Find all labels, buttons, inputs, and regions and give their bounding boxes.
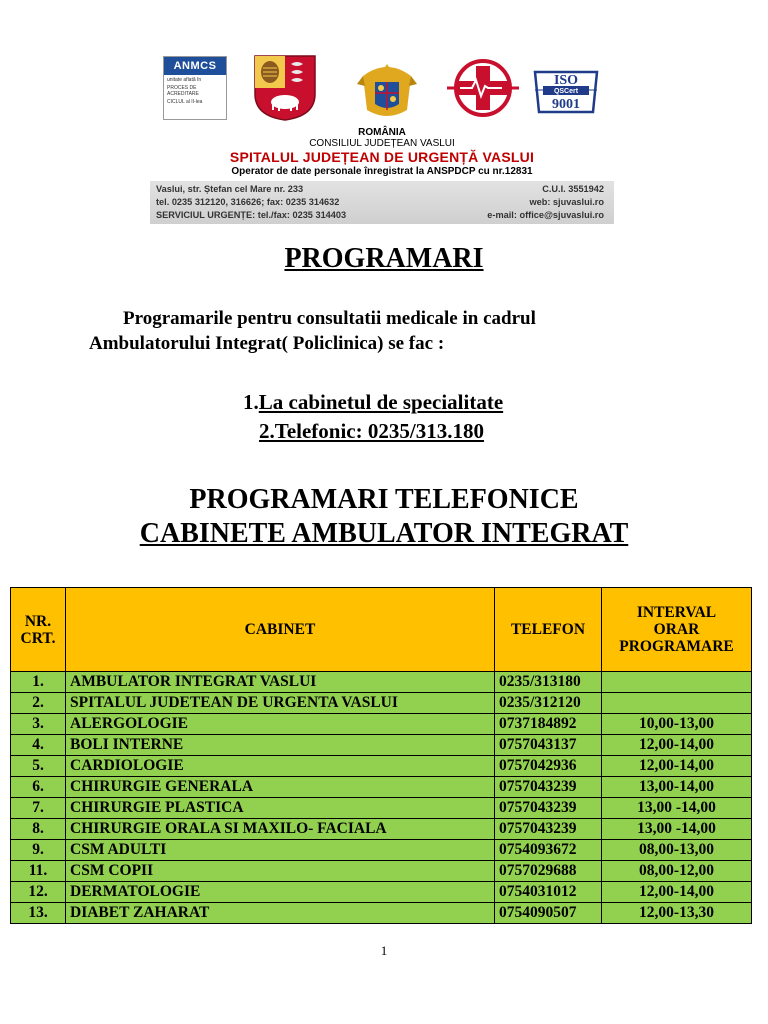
cell-nr: 6.	[11, 777, 66, 798]
intro-paragraph	[89, 306, 536, 356]
cell-nr: 11.	[11, 861, 66, 882]
cell-telefon: 0757042936	[495, 756, 602, 777]
table-row	[11, 777, 752, 798]
hospital-email: e-mail: office@sjuvaslui.ro	[487, 210, 604, 220]
cell-interval: 13,00 -14,00	[602, 798, 752, 819]
anmcs-logo-title: ANMCS	[164, 57, 226, 75]
cell-telefon: 0757043239	[495, 819, 602, 840]
method-1	[243, 388, 503, 417]
cell-cabinet: DERMATOLOGIE	[66, 882, 495, 903]
table-row	[11, 756, 752, 777]
hospital-cui: C.U.I. 3551942	[542, 184, 604, 194]
letterhead-text	[150, 127, 614, 178]
cell-interval: 12,00-13,30	[602, 903, 752, 924]
hospital-address: Vaslui, str. Ștefan cel Mare nr. 233	[156, 184, 304, 194]
cell-interval: 12,00-14,00	[602, 735, 752, 756]
emergency-service-phone: SERVICIUL URGENȚE: tel./fax: 0235 314403	[156, 210, 347, 220]
page-number: 1	[380, 943, 388, 958]
header-nr-crt	[11, 588, 66, 672]
hospital-phone: tel. 0235 312120, 316626; fax: 0235 314632	[156, 197, 340, 207]
cell-cabinet: CARDIOLOGIE	[66, 756, 495, 777]
header-cabinet: CABINET	[66, 588, 495, 672]
header-interval-line3: PROGRAMARE	[619, 638, 734, 655]
table-row	[11, 882, 752, 903]
cell-interval: 12,00-14,00	[602, 882, 752, 903]
cell-interval: 13,00 -14,00	[602, 819, 752, 840]
cell-telefon: 0754031012	[495, 882, 602, 903]
cell-cabinet: CHIRURGIE ORALA SI MAXILO- FACIALA	[66, 819, 495, 840]
cell-nr: 3.	[11, 714, 66, 735]
cell-interval: 08,00-13,00	[602, 840, 752, 861]
cell-cabinet: BOLI INTERNE	[66, 735, 495, 756]
cell-interval	[602, 672, 752, 693]
cell-nr: 4.	[11, 735, 66, 756]
country-name: ROMÂNIA	[358, 127, 406, 138]
cell-nr: 7.	[11, 798, 66, 819]
romania-coat-of-arms-icon	[357, 60, 417, 122]
header-telefon: TELEFON	[495, 588, 602, 672]
cell-nr: 9.	[11, 840, 66, 861]
section-title	[0, 483, 768, 551]
method-1-text: La cabinetul de specialitate	[258, 390, 504, 414]
cell-nr: 5.	[11, 756, 66, 777]
county-council: CONSILIUL JUDEȚEAN VASLUI	[309, 138, 455, 149]
cell-cabinet: DIABET ZAHARAT	[66, 903, 495, 924]
contact-info-box	[150, 181, 614, 224]
cell-telefon: 0757043239	[495, 777, 602, 798]
anmcs-logo-line2: PROCES DE ACREDITARE	[167, 85, 199, 97]
cell-telefon: 0235/313180	[495, 672, 602, 693]
cell-interval: 12,00-14,00	[602, 756, 752, 777]
cell-cabinet: SPITALUL JUDETEAN DE URGENTA VASLUI	[66, 693, 495, 714]
cell-telefon: 0754093672	[495, 840, 602, 861]
cell-nr: 13.	[11, 903, 66, 924]
page-title	[0, 243, 768, 275]
cell-cabinet: ALERGOLOGIE	[66, 714, 495, 735]
table-header-row	[11, 588, 752, 672]
table-row	[11, 840, 752, 861]
iso-logo-middle: QSCert	[553, 88, 579, 95]
vaslui-county-coat-of-arms-icon	[253, 54, 317, 122]
cell-nr: 1.	[11, 672, 66, 693]
table-row	[11, 672, 752, 693]
table-row	[11, 798, 752, 819]
cell-telefon: 0757029688	[495, 861, 602, 882]
appointment-methods	[243, 388, 503, 446]
section-title-line-1: PROGRAMARI TELEFONICE	[189, 484, 579, 515]
table-row	[11, 903, 752, 924]
cell-telefon: 0235/312120	[495, 693, 602, 714]
table-row	[11, 714, 752, 735]
logo-strip	[163, 52, 603, 124]
intro-line-2: Ambulatorului Integrat( Policlinica) se fac :	[89, 333, 445, 354]
cell-cabinet: CHIRURGIE GENERALA	[66, 777, 495, 798]
anmcs-logo-line3: CICLUL al II-lea	[167, 99, 203, 105]
cell-telefon: 0754090507	[495, 903, 602, 924]
cell-telefon: 0757043137	[495, 735, 602, 756]
cell-nr: 12.	[11, 882, 66, 903]
cell-nr: 8.	[11, 819, 66, 840]
page-title-text: PROGRAMARI	[284, 243, 484, 274]
header-interval	[602, 588, 752, 672]
cell-cabinet: AMBULATOR INTEGRAT VASLUI	[66, 672, 495, 693]
data-operator-note: Operator de date personale înregistrat la ANSPDCP cu nr.12831	[231, 166, 533, 177]
iso-logo-top: ISO	[553, 73, 579, 88]
cell-nr: 2.	[11, 693, 66, 714]
header-nr-line1: NR.	[24, 612, 52, 630]
cell-telefon: 0737184892	[495, 714, 602, 735]
cell-cabinet: CSM ADULTI	[66, 840, 495, 861]
table-row	[11, 735, 752, 756]
phone-appointments-table	[10, 587, 752, 924]
intro-line-1: Programarile pentru consultatii medicale in cadrul	[123, 308, 536, 329]
table-row	[11, 861, 752, 882]
header-nr-line2: CRT.	[20, 629, 56, 647]
hospital-website: web: sjuvaslui.ro	[529, 197, 604, 207]
cell-cabinet: CHIRURGIE PLASTICA	[66, 798, 495, 819]
cell-interval: 13,00-14,00	[602, 777, 752, 798]
method-1-number: 1.	[243, 390, 259, 414]
hospital-name: SPITALUL JUDEȚEAN DE URGENȚĂ VASLUI	[229, 149, 535, 165]
cell-interval: 10,00-13,00	[602, 714, 752, 735]
iso-logo-bottom: 9001	[552, 97, 580, 112]
anmcs-logo	[163, 56, 227, 120]
table-row	[11, 819, 752, 840]
cell-cabinet: CSM COPII	[66, 861, 495, 882]
cell-interval	[602, 693, 752, 714]
cell-interval: 08,00-12,00	[602, 861, 752, 882]
method-2-text: 2.Telefonic: 0235/313.180	[259, 419, 484, 443]
header-interval-line2: ORAR	[653, 621, 700, 638]
table-row	[11, 693, 752, 714]
cell-telefon: 0757043239	[495, 798, 602, 819]
iso-9001-logo	[533, 66, 599, 116]
header-interval-line1: INTERVAL	[636, 604, 717, 621]
section-title-line-2: CABINETE AMBULATOR INTEGRAT	[139, 518, 629, 549]
anmcs-logo-line1: unitate aflată în	[167, 77, 202, 83]
hospital-emblem-icon	[446, 58, 520, 118]
